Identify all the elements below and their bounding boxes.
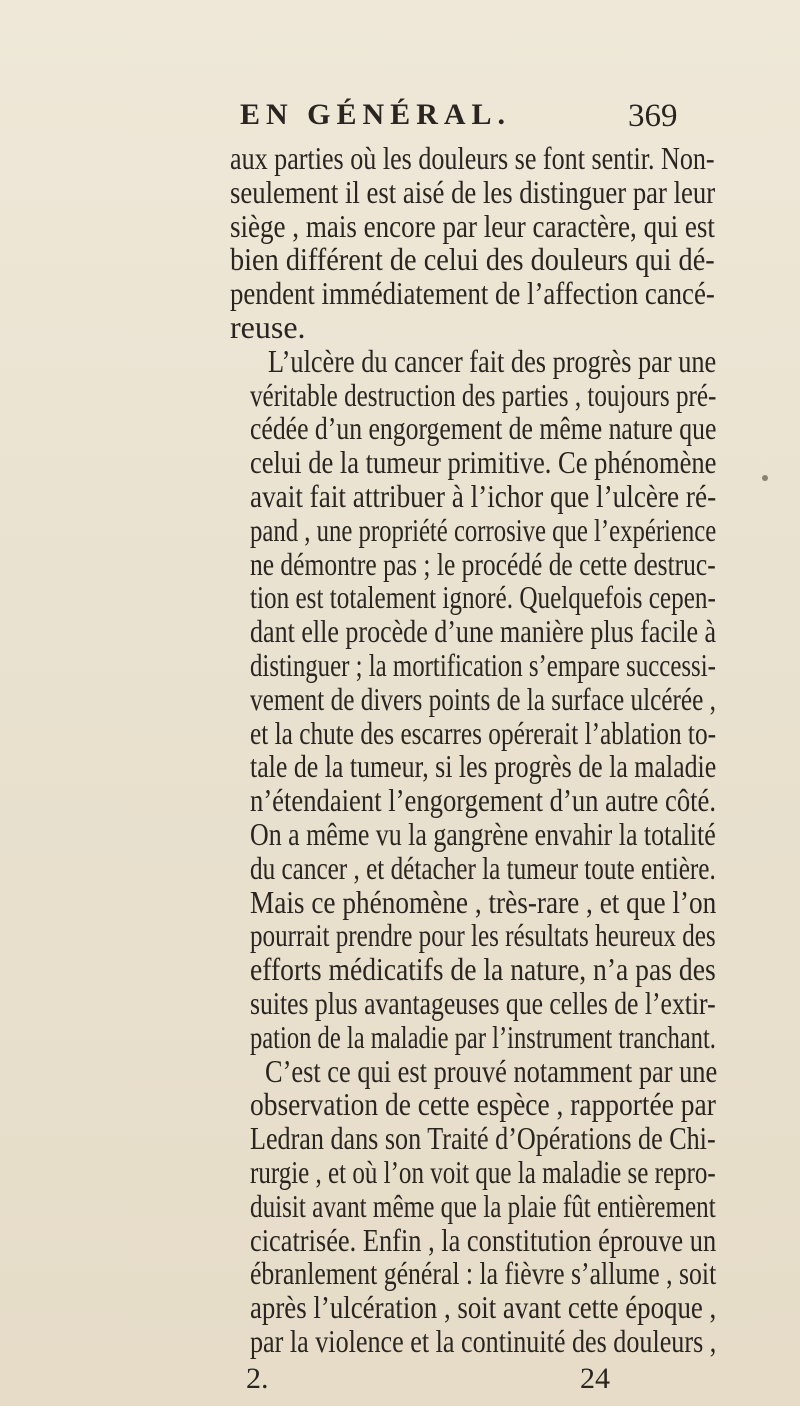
text-line: observation de cette espèce , rapportée par xyxy=(250,1086,716,1123)
text-line: Mais ce phénomène , très-rare , et que l’on xyxy=(250,883,717,920)
text-line: du cancer , et détacher la tumeur toute entière. xyxy=(250,849,716,886)
text-line: pation de la maladie par l’instrument tranchant. xyxy=(250,1018,716,1055)
page-header xyxy=(0,98,800,142)
text-line: C’est ce qui est prouvé notamment par une xyxy=(265,1052,718,1089)
text-line: tion est totalement ignoré. Quelquefois cepen- xyxy=(250,579,716,616)
text-line: ne démontre pas ; le procédé de cette destruc- xyxy=(250,545,716,582)
text-line: cédée d’un engorgement de même nature que xyxy=(250,410,717,447)
text-line: pendent immédiatement de l’affection cancé- xyxy=(230,275,715,312)
signature-mark: 2. xyxy=(246,1362,269,1395)
text-line: tale de la tumeur, si les progrès de la maladie xyxy=(250,748,717,785)
text-line: celui de la tumeur primitive. Ce phénomène xyxy=(250,444,717,481)
text-line: par la violence et la continuité des douleurs , xyxy=(250,1323,717,1359)
page-number: 369 xyxy=(628,98,678,134)
text-line: duisit avant même que la plaie fût entièrement xyxy=(250,1187,716,1224)
text-line: On a même vu la gangrène envahir la totalité xyxy=(250,816,716,852)
text-line: suites plus avantageuses que celles de l’extir- xyxy=(250,985,716,1021)
running-title: EN GÉNÉRAL. xyxy=(240,98,512,131)
text-line: efforts médicatifs de la nature, n’a pas des xyxy=(250,951,716,988)
text-line: distinguer ; la mortification s’empare successi- xyxy=(250,647,716,683)
text-line: reuse. xyxy=(230,309,306,345)
page-footer xyxy=(0,1362,800,1402)
margin-speck xyxy=(762,475,768,481)
text-line: siège , mais encore par leur caractère, qui est xyxy=(230,207,715,244)
text-line: pourrait prendre pour les résultats heureux des xyxy=(250,917,716,954)
text-line: dant elle procède d’une manière plus facile à xyxy=(250,613,717,650)
text-line: pand , une propriété corrosive que l’expérience xyxy=(250,511,717,548)
text-line: L’ulcère du cancer fait des progrès par une xyxy=(268,342,717,379)
text-line: avait fait attribuer à l’ichor que l’ulcère ré- xyxy=(250,478,717,514)
text-line: seulement il est aisé de les distinguer par leur xyxy=(230,173,716,210)
text-line: et la chute des escarres opérerait l’ablation to- xyxy=(250,714,717,751)
text-line: ébranlement général : la fièvre s’allume , soit xyxy=(250,1255,717,1292)
text-line: cicatrisée. Enfin , la constitution éprouve un xyxy=(250,1221,717,1258)
text-line: vement de divers points de la surface ulcérée , xyxy=(250,680,716,717)
text-line: après l’ulcération , soit avant cette époque , xyxy=(250,1289,717,1326)
text-line: rurgie , et où l’on voit que la maladie se repro- xyxy=(250,1154,716,1190)
catchword: 24 xyxy=(580,1362,610,1395)
text-line: véritable destruction des parties , toujours pré- xyxy=(250,376,717,413)
text-line: Ledran dans son Traité d’Opérations de Chi- xyxy=(250,1120,716,1157)
text-line: n’étendaient l’engorgement d’un autre côté. xyxy=(250,782,717,819)
text-line: bien différent de celui des douleurs qui dé- xyxy=(230,241,715,278)
text-line: aux parties où les douleurs se font sentir. Non- xyxy=(230,140,715,176)
